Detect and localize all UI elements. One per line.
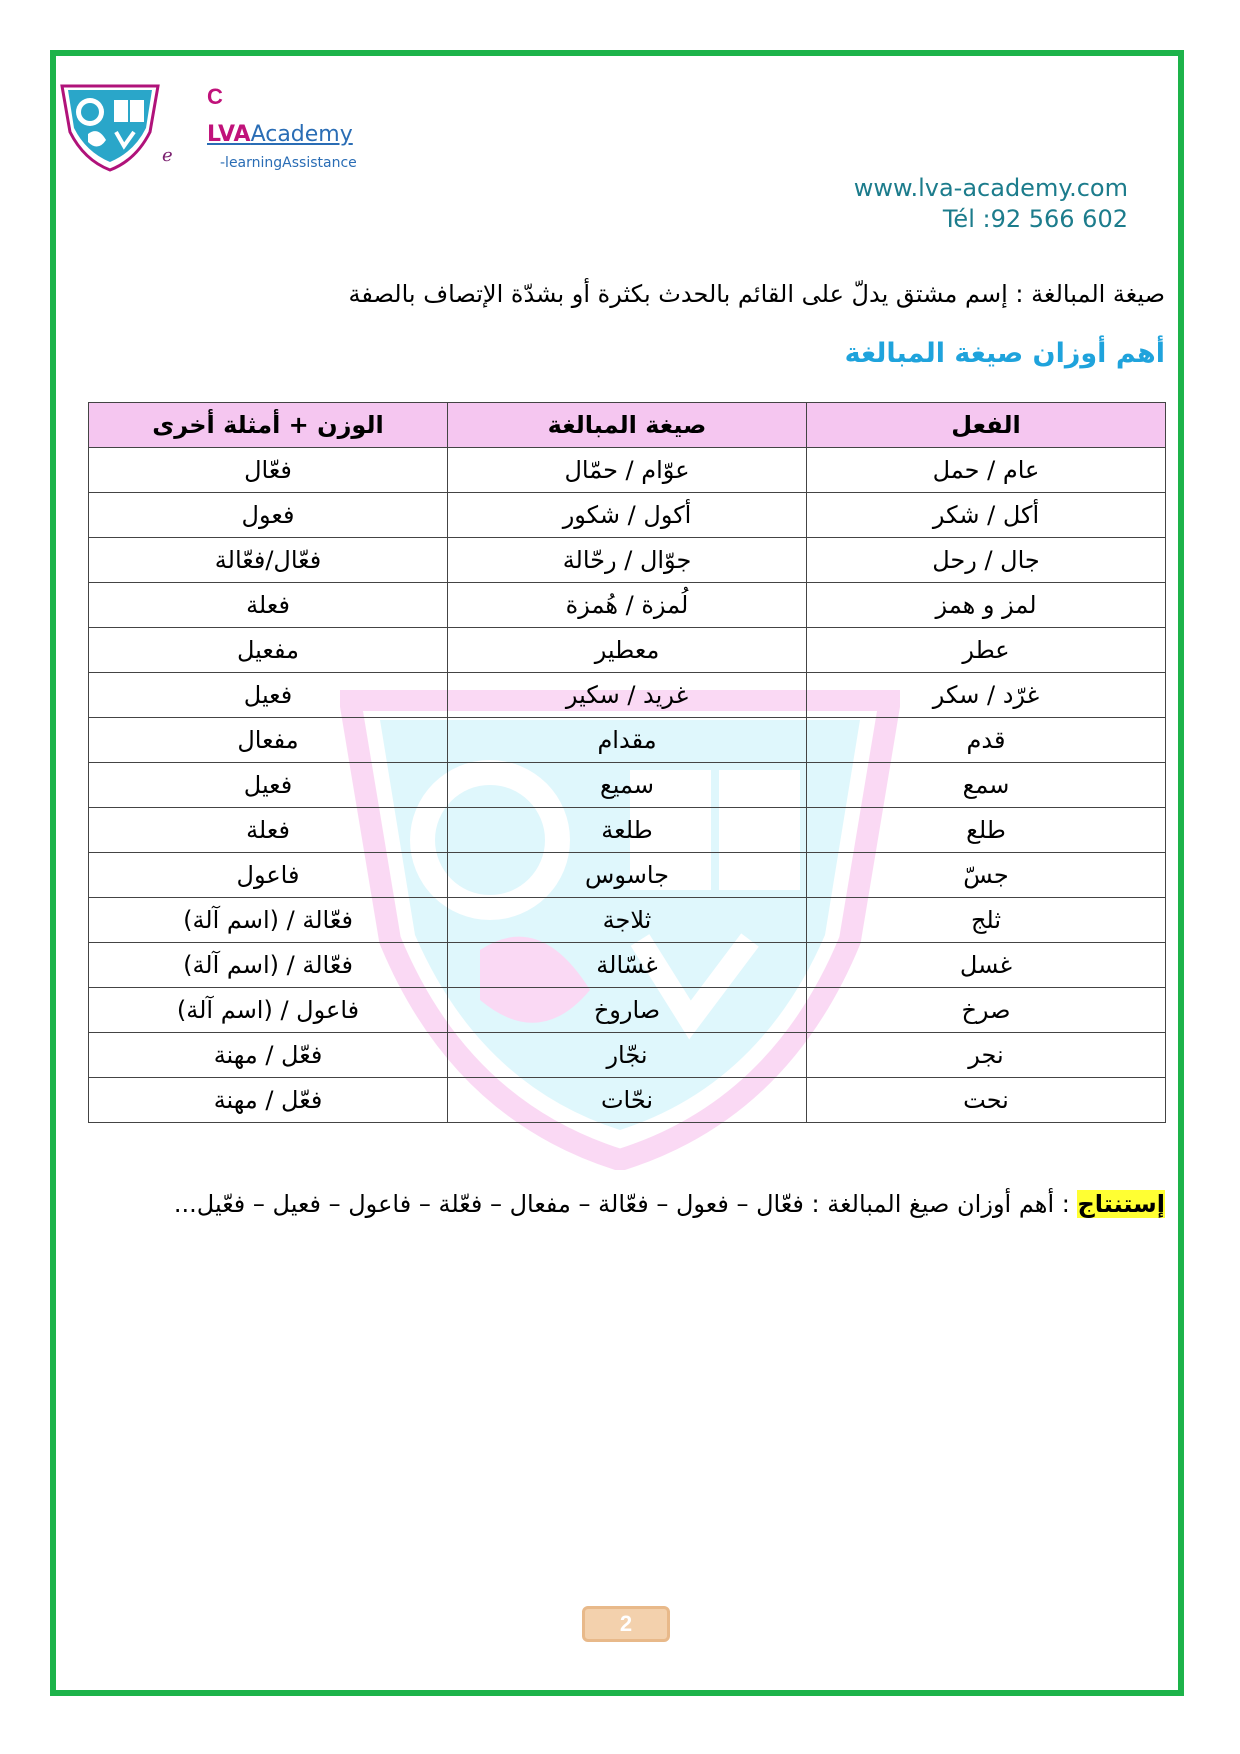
cell-verb: غرّد / سكر: [807, 673, 1166, 718]
cell-form: جوّال / رحّالة: [448, 538, 807, 583]
conclusion-paragraph: [75, 1176, 1165, 1232]
cell-form: نحّات: [448, 1078, 807, 1123]
cell-form: غسّالة: [448, 943, 807, 988]
mubalagha-table: [88, 402, 1166, 1123]
brand-lva: LVA: [207, 122, 251, 147]
header-form: صيغة المبالغة: [448, 403, 807, 448]
cell-verb: لمز و همز: [807, 583, 1166, 628]
cell-verb: قدم: [807, 718, 1166, 763]
cell-verb: عطر: [807, 628, 1166, 673]
table-row: [89, 448, 1166, 493]
cell-pattern: فعلة: [89, 808, 448, 853]
brand-e-letter: e: [162, 145, 173, 166]
cell-pattern: مفعال: [89, 718, 448, 763]
cell-form: نجّار: [448, 1033, 807, 1078]
cell-verb: جسّ: [807, 853, 1166, 898]
cell-pattern: فعلة: [89, 583, 448, 628]
cell-form: جاسوس: [448, 853, 807, 898]
table-row: [89, 1033, 1166, 1078]
cell-verb: سمع: [807, 763, 1166, 808]
table-row: [89, 808, 1166, 853]
table-row: [89, 493, 1166, 538]
cell-form: عوّام / حمّال: [448, 448, 807, 493]
cell-pattern: فعّل / مهنة: [89, 1033, 448, 1078]
cell-pattern: فعّال/فعّالة: [89, 538, 448, 583]
table-row: [89, 1078, 1166, 1123]
cell-pattern: فعّل / مهنة: [89, 1078, 448, 1123]
header-verb: الفعل: [807, 403, 1166, 448]
phone-number: Tél :92 566 602: [942, 205, 1128, 233]
cell-form: لُمزة / هُمزة: [448, 583, 807, 628]
brand-academy: Academy: [250, 122, 353, 147]
cell-pattern: مفعيل: [89, 628, 448, 673]
table-row: [89, 538, 1166, 583]
cell-form: ثلاجة: [448, 898, 807, 943]
cell-verb: نحت: [807, 1078, 1166, 1123]
definition-text: صيغة المبالغة : إسم مشتق يدلّ على القائم بالحدث بكثرة أو بشدّة الإتصاف بالصفة: [348, 280, 1165, 308]
cell-verb: عام / حمل: [807, 448, 1166, 493]
table-header-row: [89, 403, 1166, 448]
table-row: [89, 583, 1166, 628]
cell-pattern: فعّال: [89, 448, 448, 493]
cell-verb: جال / رحل: [807, 538, 1166, 583]
cell-pattern: فاعول / (اسم آلة): [89, 988, 448, 1033]
contact-block: [854, 173, 1128, 235]
cell-form: طلعة: [448, 808, 807, 853]
brand-subtitle: -learningAssistance: [220, 155, 357, 171]
cell-verb: طلع: [807, 808, 1166, 853]
website-link[interactable]: www.lva-academy.com: [853, 174, 1128, 202]
cell-form: معطير: [448, 628, 807, 673]
cell-form: مقدام: [448, 718, 807, 763]
cell-form: أكول / شكور: [448, 493, 807, 538]
cell-form: صاروخ: [448, 988, 807, 1033]
cell-form: غريد / سكير: [448, 673, 807, 718]
table-row: [89, 718, 1166, 763]
conclusion-label: إستنتاج: [1077, 1190, 1165, 1218]
table-row: [89, 673, 1166, 718]
table-row: [89, 628, 1166, 673]
cell-pattern: فاعول: [89, 853, 448, 898]
cell-pattern: فعّالة / (اسم آلة): [89, 943, 448, 988]
table-row: [89, 853, 1166, 898]
brand-c-letter: C: [207, 84, 223, 109]
header-pattern: الوزن + أمثلة أخرى: [89, 403, 448, 448]
cell-pattern: فعيل: [89, 673, 448, 718]
conclusion-text: : أهم أوزان صيغ المبالغة : فعّال – فعول – فعّالة – مفعال – فعّلة – فاعول – فعيل – فعّيل...: [173, 1190, 1078, 1218]
table-row: [89, 898, 1166, 943]
cell-form: سميع: [448, 763, 807, 808]
table-row: [89, 943, 1166, 988]
cell-verb: أكل / شكر: [807, 493, 1166, 538]
page-number-badge: 2: [582, 1606, 670, 1642]
table-row: [89, 988, 1166, 1033]
cell-verb: نجر: [807, 1033, 1166, 1078]
cell-verb: ثلج: [807, 898, 1166, 943]
academy-logo-icon: [58, 80, 162, 172]
brand-name: [207, 122, 353, 147]
table-row: [89, 763, 1166, 808]
cell-pattern: فعّالة / (اسم آلة): [89, 898, 448, 943]
section-heading: أهم أوزان صيغة المبالغة: [844, 338, 1165, 369]
cell-verb: غسل: [807, 943, 1166, 988]
cell-pattern: فعيل: [89, 763, 448, 808]
cell-pattern: فعول: [89, 493, 448, 538]
cell-verb: صرخ: [807, 988, 1166, 1033]
